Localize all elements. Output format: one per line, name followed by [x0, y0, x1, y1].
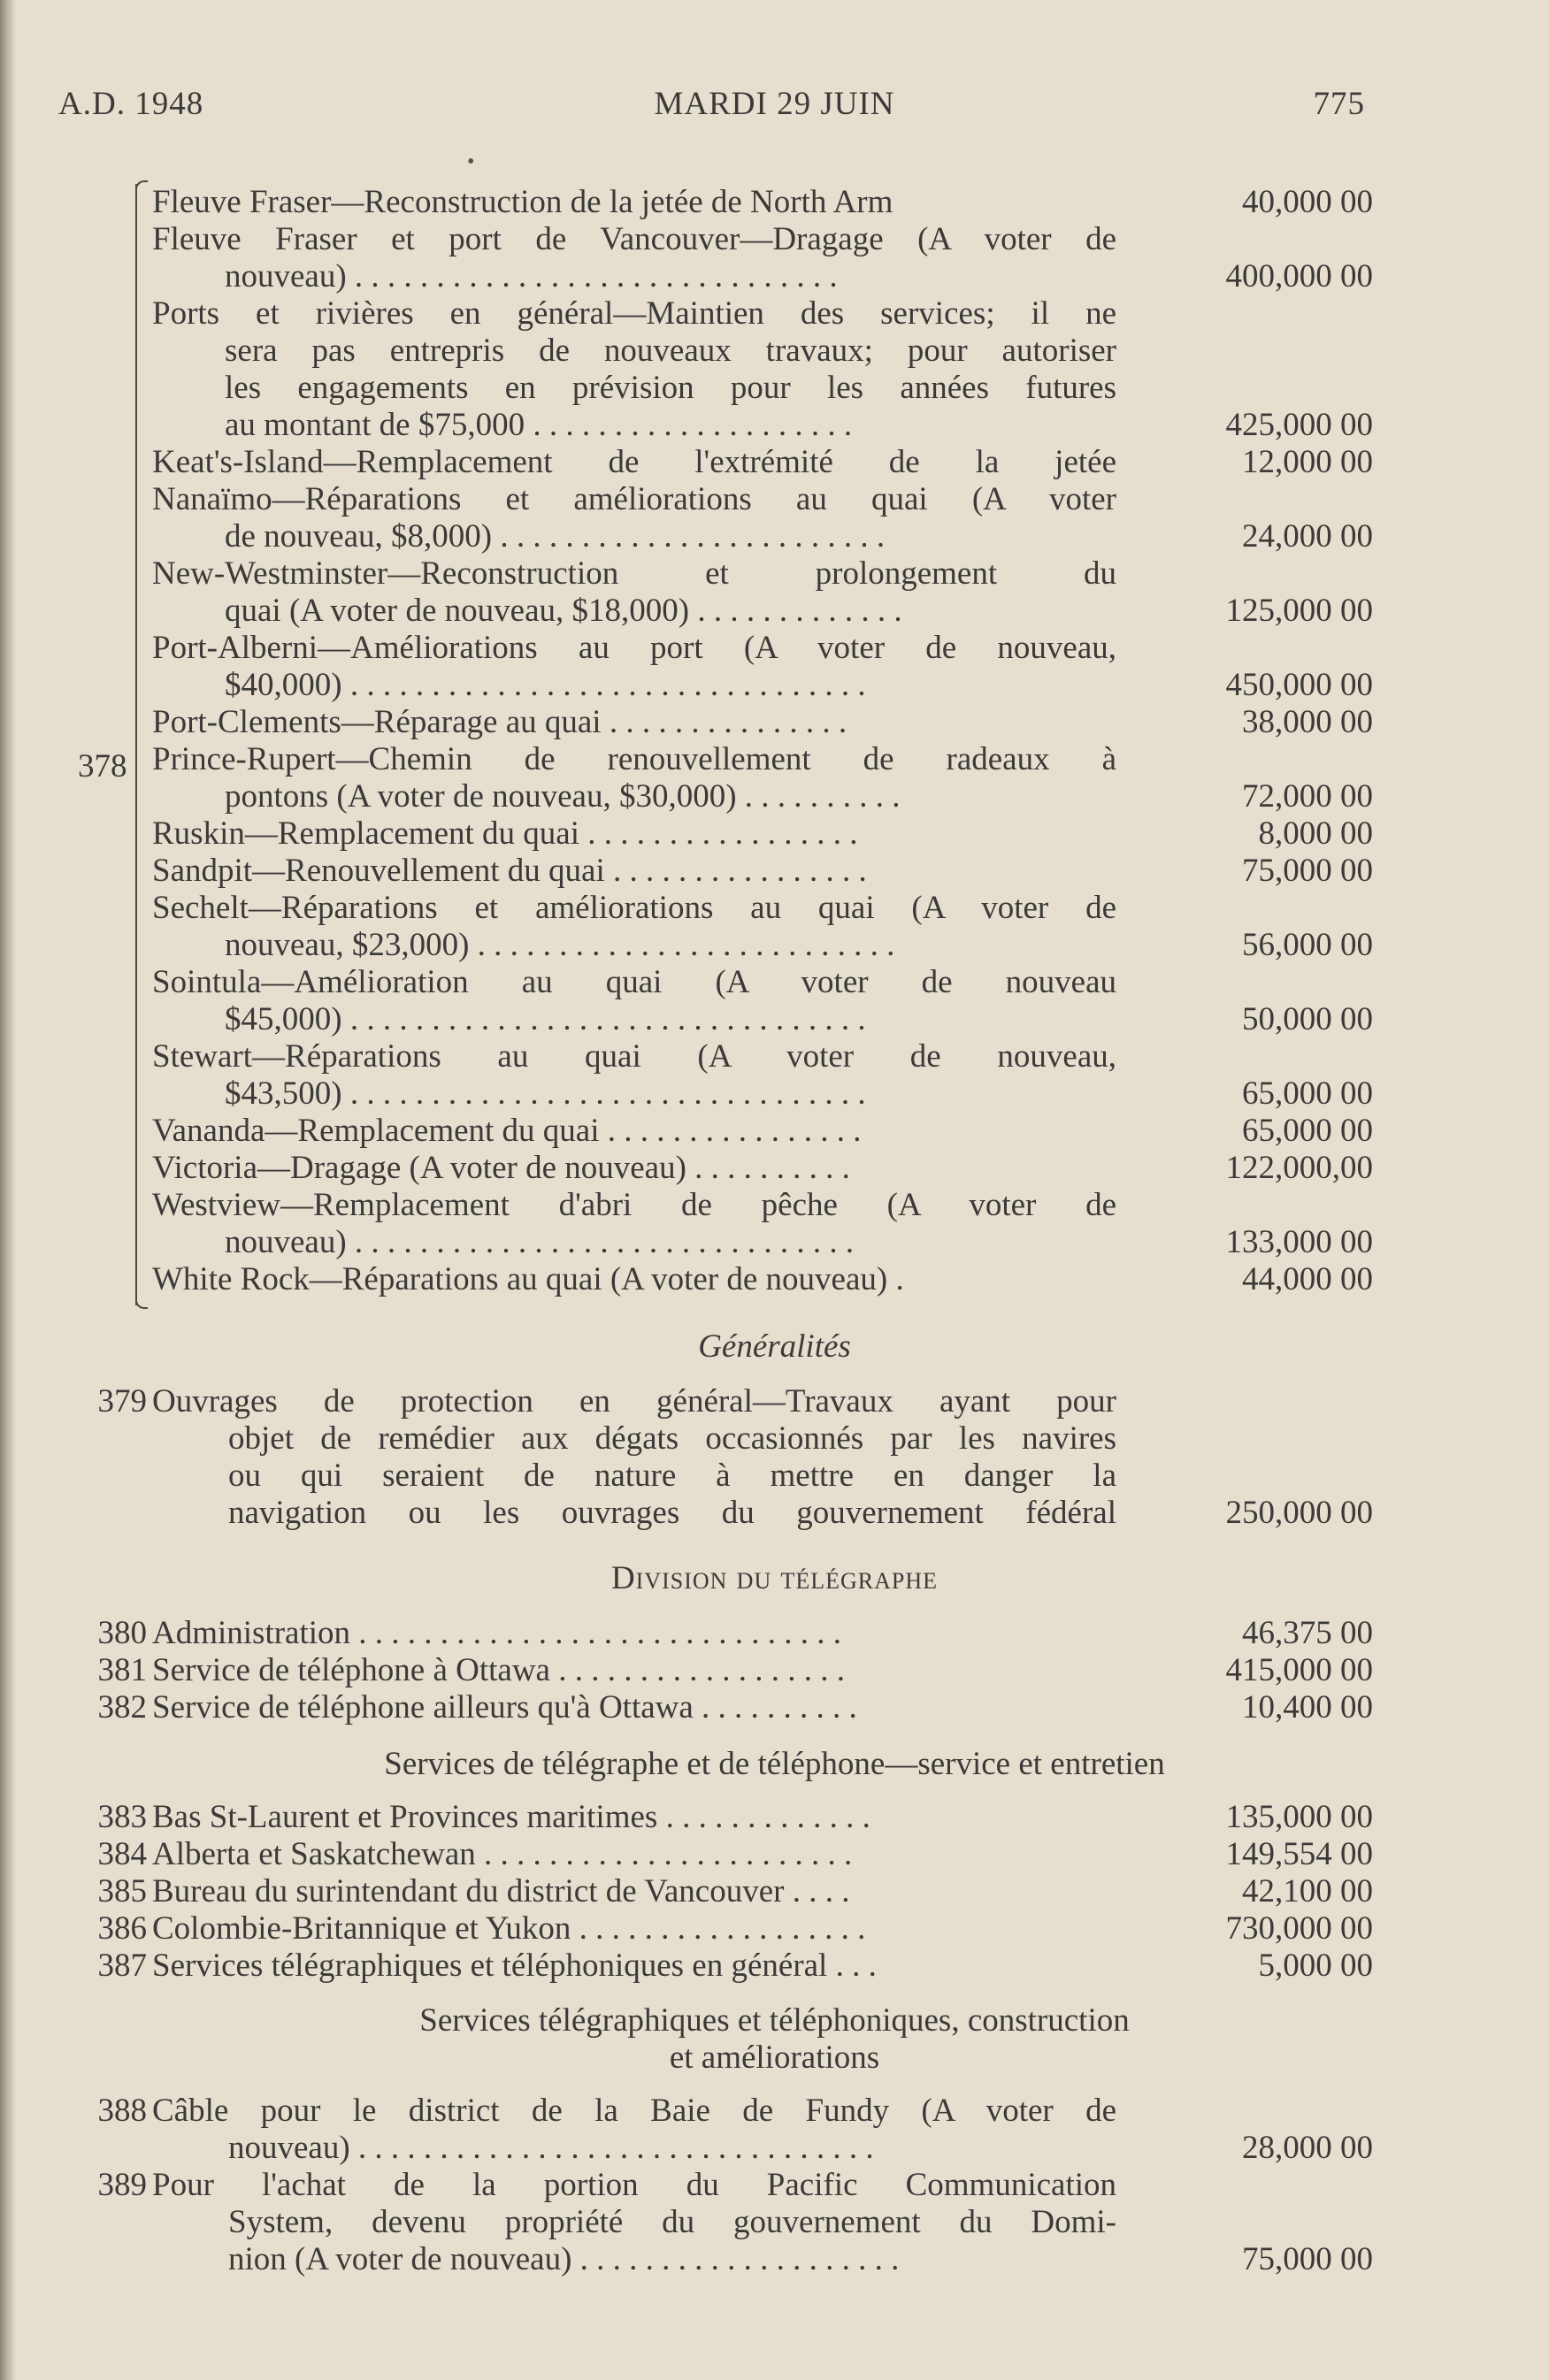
estimate-amount: 75,000 00 — [1242, 2241, 1373, 2277]
header-date: MARDI 29 JUIN — [654, 86, 895, 122]
section-heading-text: Services de télégraphe et de téléphone—service et entretien — [384, 1746, 1165, 1782]
estimate-amount: 122,000,00 — [1225, 1150, 1373, 1186]
estimate-line — [0, 927, 1549, 964]
estimate-text: navigation ou les ouvrages du gouvernement fédéral — [228, 1495, 1116, 1531]
estimate-line — [0, 258, 1549, 295]
estimate-text: Westview—Remplacement d'abri de pêche (A voter de — [152, 1187, 1116, 1223]
estimate-text: pontons (A voter de nouveau, $30,000) . . . . . . . . . . — [225, 778, 901, 815]
estimate-amount: 24,000 00 — [1242, 518, 1373, 555]
estimate-text: System, devenu propriété du gouvernement du Domi- — [228, 2204, 1116, 2240]
estimate-amount: 42,100 00 — [1242, 1873, 1373, 1909]
estimate-amount: 44,000 00 — [1242, 1261, 1373, 1297]
section-heading-text: Division du télégraphe — [610, 1560, 939, 1596]
estimate-line — [0, 184, 1549, 221]
estimate-line — [0, 1948, 1549, 1985]
section-heading — [0, 1328, 1549, 1366]
estimate-line — [0, 1150, 1549, 1187]
estimate-line — [0, 1799, 1549, 1836]
estimate-text: Vananda—Remplacement du quai . . . . . . . . . . . . . . . . — [152, 1113, 862, 1149]
estimate-text: Service de téléphone ailleurs qu'à Ottawa . . . . . . . . . . — [152, 1689, 857, 1726]
item-number: 386 — [97, 1910, 147, 1947]
estimate-line — [0, 370, 1549, 407]
estimate-line — [0, 1113, 1549, 1150]
item-number: 387 — [97, 1948, 147, 1984]
section-heading — [0, 2039, 1549, 2077]
estimate-text: $40,000) . . . . . . . . . . . . . . . . . . . . . . . . . . . . . . . . — [225, 667, 866, 703]
item-number: 389 — [97, 2167, 147, 2203]
estimate-amount: 8,000 00 — [1258, 815, 1373, 852]
estimate-amount: 135,000 00 — [1225, 1799, 1373, 1835]
estimate-line — [0, 1038, 1549, 1075]
estimate-amount: 5,000 00 — [1258, 1948, 1373, 1984]
estimate-text: Fleuve Fraser et port de Vancouver—Dragage (A voter de — [152, 221, 1116, 257]
section-heading — [0, 1560, 1549, 1597]
item-number: 384 — [97, 1836, 147, 1872]
estimate-text: Ruskin—Remplacement du quai . . . . . . . . . . . . . . . . . — [152, 815, 858, 852]
estimate-text: nouveau) . . . . . . . . . . . . . . . . . . . . . . . . . . . . . . — [225, 258, 838, 295]
estimate-amount: 149,554 00 — [1225, 1836, 1373, 1872]
estimate-amount: 450,000 00 — [1225, 667, 1373, 703]
estimate-amount: 125,000 00 — [1225, 593, 1373, 629]
estimate-amount: 65,000 00 — [1242, 1075, 1373, 1112]
estimate-text: Sandpit—Renouvellement du quai . . . . . . . . . . . . . . . . — [152, 853, 867, 889]
estimate-text: les engagements en prévision pour les années futures — [225, 370, 1116, 406]
estimate-line — [0, 1383, 1549, 1420]
item-number: 382 — [97, 1689, 147, 1726]
estimate-line — [0, 964, 1549, 1001]
estimate-text: White Rock—Réparations au quai (A voter de nouveau) . — [152, 1261, 904, 1297]
estimate-text: $43,500) . . . . . . . . . . . . . . . . . . . . . . . . . . . . . . . . — [225, 1075, 866, 1112]
estimate-line — [0, 295, 1549, 333]
estimate-line — [0, 1873, 1549, 1910]
estimate-text: nion (A voter de nouveau) . . . . . . . . . . . . . . . . . . . . — [228, 2241, 900, 2277]
estimate-line — [0, 518, 1549, 555]
estimate-text: $45,000) . . . . . . . . . . . . . . . . . . . . . . . . . . . . . . . . — [225, 1001, 866, 1037]
estimate-line — [0, 444, 1549, 481]
estimate-line — [0, 221, 1549, 258]
estimate-text: Alberta et Saskatchewan . . . . . . . . . . . . . . . . . . . . . . . — [152, 1836, 853, 1872]
estimate-line — [0, 593, 1549, 630]
estimate-line — [0, 1420, 1549, 1458]
estimate-text: Bureau du surintendant du district de Vancouver . . . . — [152, 1873, 850, 1909]
estimate-text: nouveau) . . . . . . . . . . . . . . . . . . . . . . . . . . . . . . . . — [228, 2130, 874, 2166]
estimate-text: au montant de $75,000 . . . . . . . . . . . . . . . . . . . . — [225, 407, 853, 443]
ink-dot-mark: • — [467, 150, 475, 173]
estimate-amount: 40,000 00 — [1242, 184, 1373, 220]
estimate-text: Service de téléphone à Ottawa . . . . . . . . . . . . . . . . . . — [152, 1652, 845, 1688]
estimate-line — [0, 2204, 1549, 2241]
page-number: 775 — [1313, 86, 1365, 122]
section-heading-text: et améliorations — [669, 2039, 880, 2076]
estimate-amount: 10,400 00 — [1242, 1689, 1373, 1726]
estimate-line — [0, 1001, 1549, 1038]
item-number: 381 — [97, 1652, 147, 1688]
estimate-line — [0, 1224, 1549, 1261]
estimate-amount: 730,000 00 — [1225, 1910, 1373, 1947]
estimate-text: ou qui seraient de nature à mettre en danger la — [228, 1458, 1116, 1494]
estimate-line — [0, 741, 1549, 778]
estimate-line — [0, 2241, 1549, 2278]
estimate-line — [0, 555, 1549, 593]
estimate-amount: 46,375 00 — [1242, 1615, 1373, 1651]
estimate-text: Nanaïmo—Réparations et améliorations au quai (A voter — [152, 481, 1116, 517]
estimate-text: Port-Clements—Réparage au quai . . . . . . . . . . . . . . . — [152, 704, 847, 740]
item-number: 380 — [97, 1615, 147, 1651]
estimate-text: Sointula—Amélioration au quai (A voter de nouveau — [152, 964, 1116, 1000]
estimate-amount: 72,000 00 — [1242, 778, 1373, 815]
estimate-text: New-Westminster—Reconstruction et prolongement du — [152, 555, 1116, 592]
estimate-line — [0, 1495, 1549, 1532]
estimate-amount: 133,000 00 — [1225, 1224, 1373, 1260]
estimate-line — [0, 778, 1549, 815]
estimate-text: Colombie-Britannique et Yukon . . . . . . . . . . . . . . . . . . — [152, 1910, 866, 1947]
estimate-line — [0, 2167, 1549, 2204]
estimate-line — [0, 407, 1549, 444]
estimate-text: Pour l'achat de la portion du Pacific Communication — [152, 2167, 1116, 2203]
estimate-text: sera pas entrepris de nouveaux travaux; pour autoriser — [225, 333, 1116, 369]
estimate-line — [0, 1261, 1549, 1298]
estimate-text: Fleuve Fraser—Reconstruction de la jetée de North Arm — [152, 184, 893, 220]
estimate-text: nouveau, $23,000) . . . . . . . . . . . . . . . . . . . . . . . . . . — [225, 927, 895, 963]
estimate-amount: 50,000 00 — [1242, 1001, 1373, 1037]
estimate-text: de nouveau, $8,000) . . . . . . . . . . . . . . . . . . . . . . . . — [225, 518, 886, 555]
estimate-text: objet de remédier aux dégats occasionnés par les navires — [228, 1420, 1116, 1457]
estimate-text: Bas St-Laurent et Provinces maritimes . . . . . . . . . . . . . — [152, 1799, 870, 1835]
estimate-text: Port-Alberni—Améliorations au port (A voter de nouveau, — [152, 630, 1116, 666]
estimate-amount: 38,000 00 — [1242, 704, 1373, 740]
item-number: 385 — [97, 1873, 147, 1909]
estimate-text: Services télégraphiques et téléphoniques en général . . . — [152, 1948, 877, 1984]
estimate-line — [0, 815, 1549, 853]
estimate-amount: 400,000 00 — [1225, 258, 1373, 295]
estimate-line — [0, 2093, 1549, 2130]
estimate-text: quai (A voter de nouveau, $18,000) . . . . . . . . . . . . . — [225, 593, 902, 629]
header-year: A.D. 1948 — [58, 86, 204, 122]
estimate-line — [0, 481, 1549, 518]
estimate-line — [0, 1836, 1549, 1873]
estimate-text: Stewart—Réparations au quai (A voter de nouveau, — [152, 1038, 1116, 1075]
estimate-line — [0, 1458, 1549, 1495]
estimate-text: Sechelt—Réparations et améliorations au quai (A voter de — [152, 890, 1116, 926]
estimate-amount: 28,000 00 — [1242, 2130, 1373, 2166]
estimate-line — [0, 890, 1549, 927]
estimate-text: Administration . . . . . . . . . . . . . . . . . . . . . . . . . . . . . . — [152, 1615, 842, 1651]
estimate-amount: 250,000 00 — [1225, 1495, 1373, 1531]
estimate-amount: 75,000 00 — [1242, 853, 1373, 889]
estimate-line — [0, 1075, 1549, 1113]
estimate-line — [0, 630, 1549, 667]
estimate-text: nouveau) . . . . . . . . . . . . . . . . . . . . . . . . . . . . . . . — [225, 1224, 855, 1260]
estimate-line — [0, 2130, 1549, 2167]
section-heading — [0, 1746, 1549, 1783]
item-number: 379 — [97, 1383, 147, 1420]
estimate-line — [0, 1689, 1549, 1726]
item-number: 378 — [78, 748, 127, 784]
estimate-amount: 65,000 00 — [1242, 1113, 1373, 1149]
estimate-line — [0, 1652, 1549, 1689]
estimate-line — [0, 1187, 1549, 1224]
estimate-text: Victoria—Dragage (A voter de nouveau) . . . . . . . . . . — [152, 1150, 850, 1186]
section-heading-text: Services télégraphiques et téléphoniques, construction — [419, 2002, 1130, 2039]
estimate-amount: 415,000 00 — [1225, 1652, 1373, 1688]
item-number: 383 — [97, 1799, 147, 1835]
estimate-amount: 425,000 00 — [1225, 407, 1373, 443]
estimate-text: Prince-Rupert—Chemin de renouvellement de radeaux à — [152, 741, 1116, 777]
estimate-text: Ports et rivières en général—Maintien des services; il ne — [152, 295, 1116, 332]
section-heading — [0, 2002, 1549, 2039]
item-number: 388 — [97, 2093, 147, 2129]
estimate-line — [0, 333, 1549, 370]
estimate-amount: 56,000 00 — [1242, 927, 1373, 963]
estimate-line — [0, 704, 1549, 741]
estimate-line — [0, 1615, 1549, 1652]
estimate-line — [0, 667, 1549, 704]
estimate-text: Câble pour le district de la Baie de Fundy (A voter de — [152, 2093, 1116, 2129]
estimate-line — [0, 1910, 1549, 1948]
section-heading-text: Généralités — [698, 1328, 851, 1365]
estimate-text: Keat's-Island—Remplacement de l'extrémité de la jetée — [152, 444, 1116, 480]
estimate-text: Ouvrages de protection en général—Travaux ayant pour — [152, 1383, 1116, 1420]
estimate-amount: 12,000 00 — [1242, 444, 1373, 480]
estimate-line — [0, 853, 1549, 890]
